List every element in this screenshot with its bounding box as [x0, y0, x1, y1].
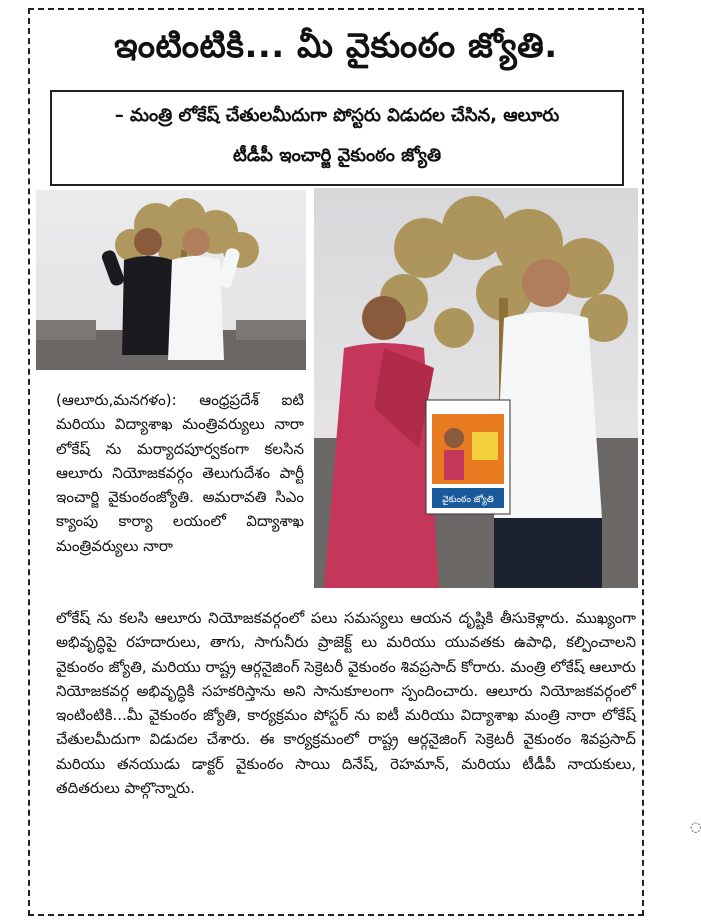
body-rest-paragraph: లోకేష్ ను కలసి ఆలూరు నియోజకవర్గంలో పలు సమస్యలు ఆయన దృష్టికి తీసుకెళ్లారు. ముఖ్యంగా అభివృద్ధిపై రహదారులు, తాగు, సాగునీరు ప్రాజెక్ట్ లు మరియు యువతకు ఉపాధి, కల్పించాలని వైకుంఠం జ్యోతి, మరియు రాష్ట్ర ఆర్గనైజింగ్ సెక్రెటరీ వైకుంఠం శివప్రసాద్ కోరారు. మంత్రి లోకేష్ ఆలూరు నియోజకవర్గ అభివృద్ధికి సహకరిస్తాను అని సానుకూలంగా స్పందించారు. ఆలూరు నియోజకవర్గంలో ఇంటింటికి...మీ వైకుంఠం జ్యోతి, కార్యక్రమం పోస్టర్ ను ఐటీ మరియు విద్యాశాఖ మంత్రి నారా లోకేష్ చేతులమీదుగా విడుదల చేశారు. ఈ కార్యక్రమంలో రాష్ట్ర ఆర్గనైజింగ్ సెక్రెటరీ వైకుంఠం శివప్రసాద్ మరియు తనయుడు డాక్టర్ వైకుంఠం సాయి దినేష్, రెహమాన్, మరియు టీడీపీ నాయకులు, తదితరులు పాల్గొన్నారు. [56, 609, 636, 798]
poster-title: వైకుంఠం జ్యోతి [442, 495, 494, 505]
article-subheadline-box [50, 90, 624, 186]
body-intro-paragraph: (ఆలూరు,మనగళం): ఆంధ్రప్రదేశ్ ఐటి మరియు విద్యాశాఖ మంత్రివర్యులు నారా లోకేష్ ను మర్యాదపూర్వకంగా కలసిన ఆలూరు నియోజకవర్గం తెలుగుదేశం పార్టీ ఇంచార్జి వైకుంఠంజ్యోతి. అమరావతి సిఎం క్యాంపు కార్యా లయంలో విద్యాశాఖ మంత్రివర్యులు నారా [56, 391, 304, 555]
subheadline-line-2: టీడీపీ ఇంచార్జి వైకుంఠం జ్యోతి [232, 145, 442, 166]
photo-poster-release [314, 188, 638, 588]
neighbour-column-fragment: ◌ [690, 820, 701, 835]
photo-two-men [36, 190, 306, 370]
article-body-intro [56, 388, 304, 558]
article-clipping [28, 8, 644, 916]
article-headline: ఇంటింటికి... మీ వైకుంఠం జ్యోతి. [114, 26, 558, 66]
subheadline-line-1: – మంత్రి లోకేష్ చేతులమీదుగా పోస్టరు విడుదల చేసిన, ఆలూరు [114, 105, 560, 126]
photo-two-men-illustration [36, 190, 306, 370]
article-body-rest [56, 606, 636, 800]
photo-poster-release-illustration [314, 188, 638, 588]
